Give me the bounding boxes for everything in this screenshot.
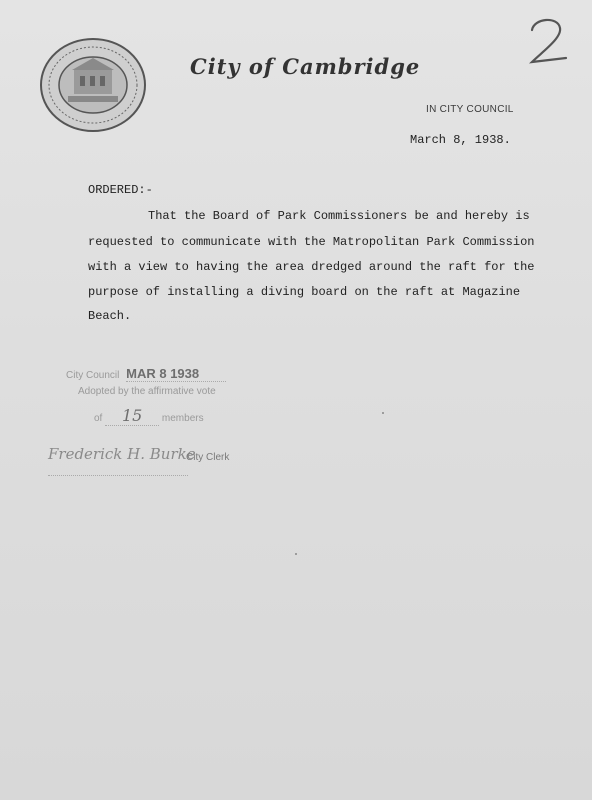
paper-speck: [295, 553, 297, 555]
council-label: IN CITY COUNCIL: [426, 104, 514, 115]
body-line: Beach.: [88, 309, 132, 323]
paper-speck: [382, 412, 384, 414]
body-line: purpose of installing a diving board on the raft at Magazine: [88, 285, 521, 299]
stamp-vote-row: [94, 406, 204, 426]
stamp-of-label: of: [94, 413, 103, 424]
stamp-count-filled: 15: [105, 406, 159, 426]
clerk-signature: Frederick H. Burke: [48, 445, 188, 476]
stamp-council-row: [66, 366, 226, 382]
body-line: with a view to having the area dredged around the raft for the: [88, 260, 535, 274]
ordered-heading: ORDERED:-: [88, 183, 153, 197]
body-line: That the Board of Park Commissioners be and hereby is: [148, 209, 530, 223]
body-line: requested to communicate with the Matropolitan Park Commission: [88, 235, 535, 249]
city-seal-icon: [38, 36, 148, 134]
stamp-city-council-label: City Council: [66, 370, 120, 381]
handwritten-page-number: [520, 12, 576, 68]
letterhead-title: City of Cambridge: [190, 54, 421, 79]
document-date: March 8, 1938.: [410, 133, 511, 147]
city-clerk-label: City Clerk: [186, 452, 230, 463]
stamp-adopted-label: Adopted by the affirmative vote: [78, 386, 216, 397]
stamp-date-filled: MAR 8 1938: [126, 366, 226, 382]
stamp-members-label: members: [161, 413, 204, 424]
